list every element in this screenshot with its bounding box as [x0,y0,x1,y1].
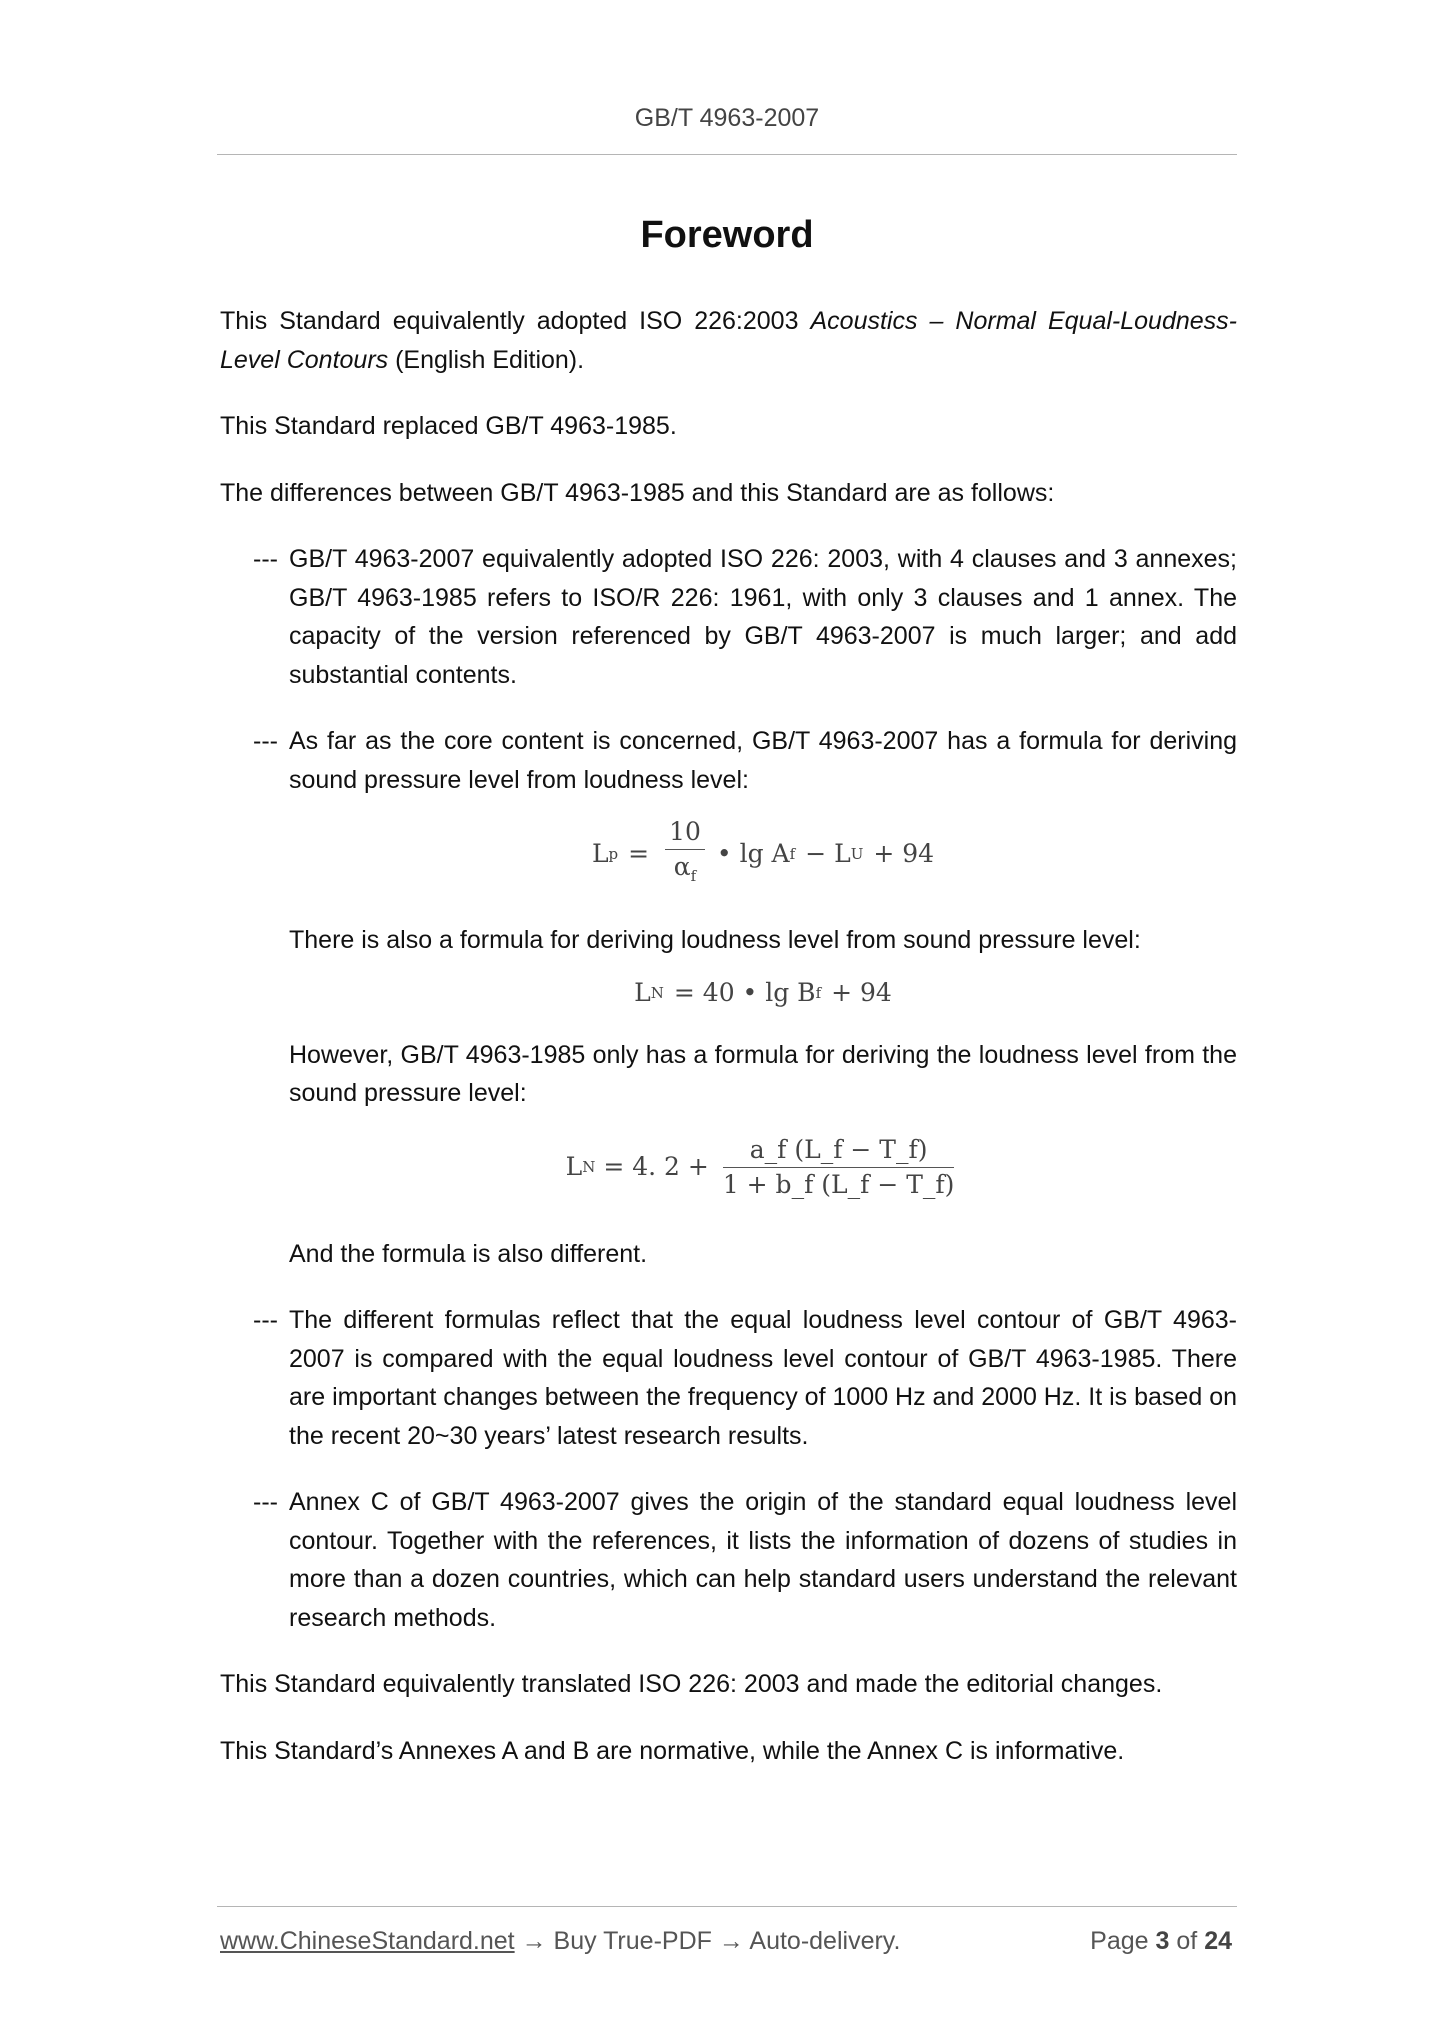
formula-old-loudness-level [289,1123,1237,1213]
difference-item-text: As far as the core content is concerned, GB/T 4963-2007 has a formula for deriving sound pressure level from loudness level: [289,727,1237,794]
list-dash: --- [253,1488,278,1516]
formula-intro-old: However, GB/T 4963-1985 only has a formula for deriving the loudness level from the sound pressure level: [289,1040,1237,1107]
paragraph-annexes: This Standard’s Annexes A and B are normative, while the Annex C is informative. [220,1736,1125,1765]
formula-fraction [665,815,705,893]
page-title: Foreword [640,214,814,256]
paragraph-adoption [220,302,1237,379]
formula-operator: = [628,838,650,868]
fraction-numerator: a_f (L_f − T_f) [723,1133,955,1168]
page-label: Page [1090,1927,1149,1955]
website-link[interactable]: www.ChineseStandard.net [220,1927,515,1955]
formula-difference-note: And the formula is also different. [289,1239,648,1268]
formula-subscript: N [650,984,664,1003]
difference-item-4 [220,1483,1237,1637]
footer-tagline: → Buy True-PDF → Auto-delivery. [514,1927,901,1955]
formula-symbol: L [591,838,609,868]
formula-term: • lg A [716,838,790,868]
document-body [220,302,1237,1798]
footer-promo [220,1927,900,1956]
fraction-numerator: 10 [665,815,705,850]
formula-symbol: L [565,1152,583,1182]
list-dash: --- [253,545,278,573]
formula-symbol: L [634,978,651,1008]
formula-term: + 94 [831,978,892,1008]
fraction-denominator [665,850,705,893]
difference-item-text: Annex C of GB/T 4963-2007 gives the origin of the standard equal loudness level contour. Together with the references, it lists the information of dozens of studies in more than a dozen countries, which can help standard users understand the relevant research methods. [289,1488,1237,1632]
formula-subscript: f [690,867,697,885]
fraction-denominator: 1 + b_f (L_f − T_f) [722,1170,955,1199]
formula-symbol: α [673,852,691,881]
difference-item-2 [220,722,1237,1273]
of-label: of [1176,1927,1198,1955]
formula-fraction [723,1133,955,1202]
list-dash: --- [253,727,278,755]
formula-subscript: p [608,844,619,863]
page-number: 3 [1155,1927,1170,1955]
paragraph-translation: This Standard equivalently translated ISO 226: 2003 and made the editorial changes. [220,1670,1163,1698]
formula-term: + 94 [873,838,935,868]
formula-term: = 40 • lg B [673,978,816,1008]
formula-intro-loudness: There is also a formula for deriving loudness level from sound pressure level: [289,926,1141,954]
difference-item-text: GB/T 4963-2007 equivalently adopted ISO 226: 2003, with 4 clauses and 3 annexes; GB/T 4963-1985 refers to ISO/R 226: 1961, with only 3 clauses and 1 annex. The capacity of the version referenced by GB/T 4963-2007 is much larger; and add substantial contents. [289,545,1237,689]
difference-item-3 [220,1301,1237,1455]
formula-subscript: U [850,844,864,863]
adoption-edition: (English Edition). [388,345,585,374]
page-indicator [1090,1927,1232,1956]
formula-subscript: N [582,1158,596,1177]
paragraph-replaced: This Standard replaced GB/T 4963-1985. [220,412,677,440]
header-divider [217,154,1237,155]
footer-divider [217,1906,1237,1907]
formula-subscript: f [815,984,822,1003]
formula-subscript: f [789,844,796,863]
page-footer [220,1927,1232,1956]
paragraph-differences-intro: The differences between GB/T 4963-1985 and this Standard are as follows: [220,478,1055,507]
formula-loudness-level [289,974,1237,1014]
running-head: GB/T 4963-2007 [634,104,820,132]
page-total: 24 [1204,1927,1232,1955]
list-dash: --- [253,1306,278,1334]
adoption-text: This Standard equivalently adopted ISO 226:2003 [220,307,811,335]
formula-term: − L [805,838,851,868]
formula-sound-pressure-level [289,809,1237,899]
difference-item-text: The different formulas reflect that the equal loudness level contour of GB/T 4963-2007 is compared with the equal loudness level contour of GB/T 4963-1985. There are important changes between the frequency of 1000 Hz and 2000 Hz. It is based on the recent 20~30 years’ latest research results. [289,1306,1237,1450]
adopted-standard-title: Acoustics – Normal Equal-Loudness-Level Contours [220,307,1237,374]
formula-term: = 4. 2 + [603,1152,709,1182]
difference-item-1 [220,540,1237,694]
